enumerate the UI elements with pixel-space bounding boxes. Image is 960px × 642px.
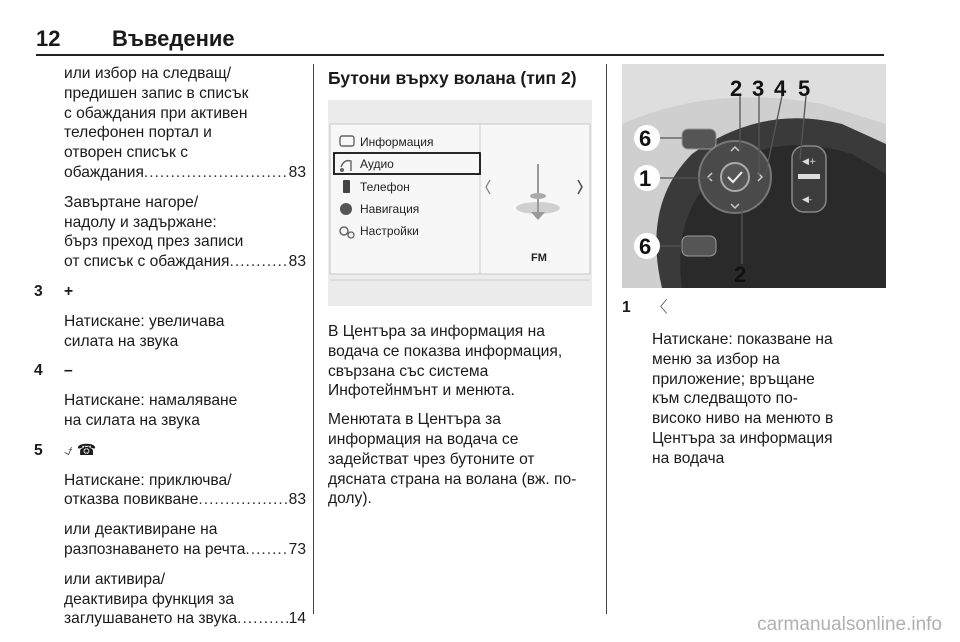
item-3: 3 + Натискане: увеличава силата на звука xyxy=(34,282,225,350)
page-ref-leader: обаждания ..... 83 xyxy=(64,163,306,183)
menu-item[interactable]: Аудио xyxy=(360,157,394,171)
item-4: 4 – Натискане: намаляване на силата на звука xyxy=(34,362,238,429)
page-ref-leader: от списък с обаждания ..... 83 xyxy=(64,252,306,272)
page-ref[interactable]: 14 xyxy=(288,610,306,628)
item-number: 4 xyxy=(34,362,43,380)
page-ref-leader: отказва повикване ..... 83 xyxy=(64,490,306,510)
driver-info-screen xyxy=(328,100,592,306)
item-5: 5 ⍻ ☎ Натискане: приключва/ отказва повикване ..... 83 или деактивиране на разпознаването на речта ..... 73 или активира/ деактивира функция за заглушаването на звука ..... 14 xyxy=(64,441,306,629)
menu-item[interactable]: Информация xyxy=(360,135,434,149)
paragraph: Менютата в Центъра за информация на водача се задействат чрез бутоните от дясната страна на волана (вж. по- долу). xyxy=(328,411,577,508)
column-1 xyxy=(34,64,306,639)
paragraph: В Центъра за информация на водача се показва информация, свързана със система Инфотейнмънт и менюта. xyxy=(328,323,563,400)
header-rule xyxy=(36,54,884,56)
page-ref[interactable]: 73 xyxy=(288,540,306,558)
callout-label: 5 xyxy=(798,76,811,101)
callout-label: 1 xyxy=(639,166,652,191)
item-description: Натискане: показване на меню за избор на приложение; връщане към следващото по- високо ниво на менюто в Центъра за информация на водача xyxy=(652,331,834,467)
chevron-left-icon: 〈 xyxy=(652,299,668,316)
section-title: Бутони върху волана (тип 2) xyxy=(328,68,577,88)
column-divider-1 xyxy=(313,64,314,614)
page-number: 12 xyxy=(36,26,61,51)
fm-label: FM xyxy=(531,252,547,264)
watermark: carmanualsonline.info xyxy=(757,614,942,635)
menu-item[interactable]: Навигация xyxy=(360,202,420,216)
page-ref[interactable]: 83 xyxy=(288,253,306,271)
page-ref-leader: разпознаването на речта ..... 73 xyxy=(64,540,306,560)
column-divider-2 xyxy=(606,64,607,614)
item-number: 1 xyxy=(622,299,631,316)
four-way-control[interactable] xyxy=(699,141,771,213)
button-6-top[interactable] xyxy=(682,129,716,149)
callout-label: 6 xyxy=(639,126,652,151)
item-number: 3 xyxy=(34,282,43,300)
callout-label: 6 xyxy=(639,234,652,259)
svg-text:◀-: ◀- xyxy=(802,195,813,205)
callout-label: 2 xyxy=(734,262,747,287)
intro-paragraph: или избор на следващ/ предишен запис в списък с обаждания при активен телефонен портал и отворен списък с обаждания ..... 83 xyxy=(64,64,306,183)
chapter-title: Въведение xyxy=(112,26,235,51)
column-2-text xyxy=(328,322,598,518)
menu-item[interactable]: Телефон xyxy=(360,180,410,194)
callout-label: 4 xyxy=(774,76,787,101)
steering-wheel-illustration xyxy=(622,64,886,288)
menu-item[interactable]: Настройки xyxy=(360,224,419,238)
phone-icon xyxy=(343,180,350,193)
page-ref[interactable]: 83 xyxy=(288,163,306,181)
page-ref-leader: заглушаването на звука ..... 14 xyxy=(64,609,306,629)
item-symbol: + xyxy=(64,282,74,300)
scroll-paragraph: Завъртане нагоре/ надолу и задържане: бърз преход през записи от списък с обаждания ..... 83 xyxy=(64,193,306,272)
callout-label: 2 xyxy=(730,76,743,101)
navigation-icon xyxy=(340,203,352,215)
callout-label: 3 xyxy=(752,76,765,101)
volume-rocker[interactable] xyxy=(792,146,826,212)
item-symbol: – xyxy=(64,362,73,380)
page-ref[interactable]: 83 xyxy=(288,491,306,509)
item-number: 5 xyxy=(34,441,43,459)
button-6-bottom[interactable] xyxy=(682,236,716,256)
voice-phone-icon: ⍻ ☎ xyxy=(64,441,97,459)
svg-text:◀+: ◀+ xyxy=(802,157,817,167)
